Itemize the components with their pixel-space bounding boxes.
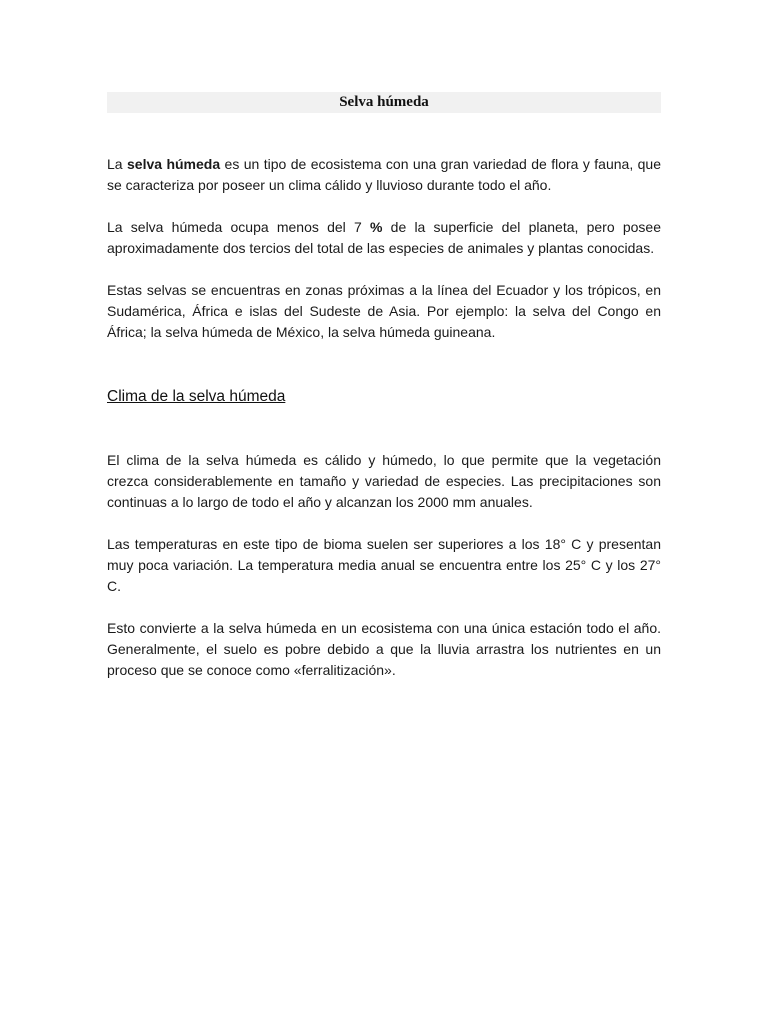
clima-paragraph-2: Las temperaturas en este tipo de bioma suelen ser superiores a los 18° C y presentan muy poca variación. La temperatura media anual se encuentra entre los 25° C y los 27° C. <box>107 536 661 594</box>
clima-paragraph-3: Esto convierte a la selva húmeda en un ecosistema con una única estación todo el año. Generalmente, el suelo es pobre debido a que la lluvia arrastra los nutrientes en un proceso que se conoce como «ferralitización». <box>107 620 661 678</box>
intro-p1-after: es un tipo de ecosistema con una gran variedad de flora y fauna, que se caracteriza por poseer un clima cálido y lluvioso durante todo el año. <box>107 156 661 193</box>
intro-p2-before: La selva húmeda ocupa menos del 7 <box>107 219 370 235</box>
intro-p1-bold: selva húmeda <box>127 156 221 172</box>
intro-paragraph-1 <box>107 154 661 196</box>
intro-paragraph-2 <box>107 217 661 259</box>
intro-p2-after: de la superficie del planeta, pero posee aproximadamente dos tercios del total de las especies de animales y plantas conocidas. <box>107 219 661 256</box>
intro-p2-bold: % <box>369 219 383 235</box>
document-page <box>107 92 661 702</box>
intro-p1-before: La <box>107 156 127 172</box>
section-heading-clima: Clima de la selva húmeda <box>107 388 286 405</box>
clima-paragraph-1: El clima de la selva húmeda es cálido y húmedo, lo que permite que la vegetación crezca considerablemente en tamaño y variedad de especies. Las precipitaciones son continuas a lo largo de todo el año y alcanzan los 2000 mm anuales. <box>107 452 661 510</box>
title-bar <box>107 92 661 113</box>
document-title: Selva húmeda <box>339 94 429 110</box>
intro-paragraph-3: Estas selvas se encuentras en zonas próximas a la línea del Ecuador y los trópicos, en Sudamérica, África e islas del Sudeste de Asia. Por ejemplo: la selva del Congo en África; la selva húmeda de México, la selva húmeda guineana. <box>107 282 661 340</box>
